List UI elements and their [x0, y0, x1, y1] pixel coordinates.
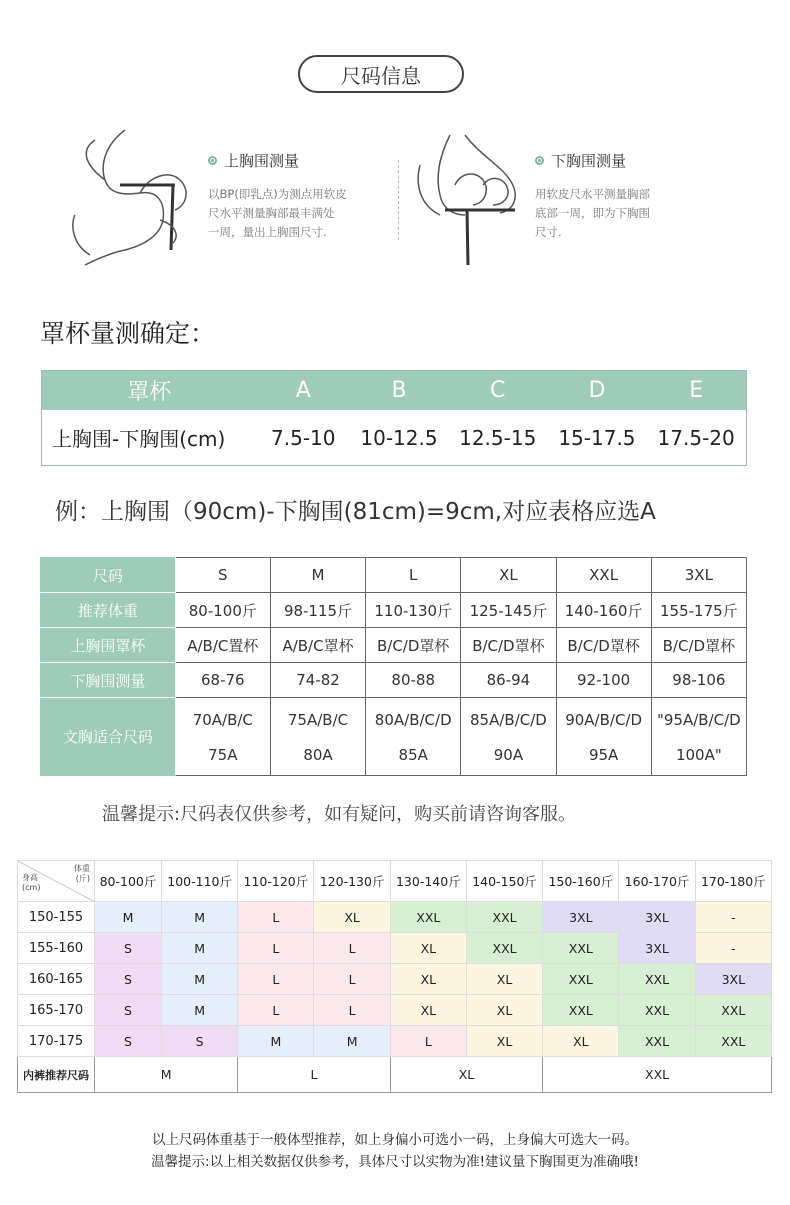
size-cell: XXL — [466, 933, 542, 964]
size-cell: L — [238, 995, 314, 1026]
size-cell: L — [238, 902, 314, 933]
example-text: 例：上胸围（90cm)-下胸围(81cm)=9cm,对应表格应选A — [55, 499, 656, 525]
bullet-icon — [535, 156, 544, 165]
cup-header-cell: B — [391, 378, 407, 403]
panty-label: 内裤推荐尺码 — [18, 1057, 95, 1093]
table-cell: 92-100 — [556, 663, 651, 698]
row-label: 推荐体重 — [41, 593, 176, 628]
table-header-row — [18, 861, 772, 902]
weight-unit: (斤) — [75, 874, 90, 883]
size-cell: XXL — [619, 964, 695, 995]
table-cell: 110-130斤 — [366, 593, 461, 628]
size-cell: 3XL — [543, 902, 619, 933]
size-cell: XXL — [543, 933, 619, 964]
table-cell: A/B/C罩杯 — [270, 628, 365, 663]
cup-cell: 10-12.5 — [360, 425, 438, 450]
weight-header-cell: 150-160斤 — [543, 861, 619, 902]
under-bust-description — [535, 185, 705, 242]
weight-header-cell: 100-110斤 — [162, 861, 238, 902]
size-cell: - — [695, 902, 771, 933]
cup-header-cell: E — [689, 378, 704, 403]
note-line: 以上尺码体重基于一般体型推荐，如上身偏小可选小一码，上身偏大可选大一码。 — [152, 1132, 638, 1148]
size-cell: XL — [466, 995, 542, 1026]
fit-line: 80A/B/C/D — [374, 710, 452, 729]
corner-cell — [18, 861, 95, 902]
cup-header-cell: C — [490, 378, 506, 403]
table-cell: L — [366, 558, 461, 593]
weight-header-cell: 110-120斤 — [238, 861, 314, 902]
fit-line: 75A — [208, 745, 238, 764]
upper-bust-heading — [208, 150, 398, 171]
weight-header-cell: 170-180斤 — [695, 861, 771, 902]
size-cell: M — [162, 933, 238, 964]
section-title-text: 尺码信息 — [341, 63, 421, 88]
under-bust-measure — [535, 150, 705, 242]
table-row — [41, 698, 747, 776]
weight-header-cell: 140-150斤 — [466, 861, 542, 902]
panty-size-row — [18, 1057, 772, 1093]
fit-line: 90A — [493, 745, 524, 764]
table-row — [41, 593, 747, 628]
table-row — [41, 628, 747, 663]
cup-table-header — [42, 371, 746, 410]
fit-line: 85A/B/C/D — [470, 710, 547, 729]
size-cell: M — [95, 902, 162, 933]
table-cell: 155-175斤 — [651, 593, 746, 628]
size-cell: XL — [390, 933, 466, 964]
table-cell: B/C/D罩杯 — [651, 628, 746, 663]
under-bust-illustration — [405, 125, 530, 270]
size-cell: M — [314, 1026, 390, 1057]
size-cell: S — [95, 1026, 162, 1057]
table-row — [18, 1026, 772, 1057]
desc-line: 尺水平测量胸部最丰满处 — [208, 206, 335, 220]
weight-header-cell: 120-130斤 — [314, 861, 390, 902]
size-cell: M — [162, 902, 238, 933]
bullet-icon — [208, 156, 217, 165]
row-label: 上胸围罩杯 — [41, 628, 176, 663]
cup-cell: 12.5-15 — [459, 425, 537, 450]
height-label: 身高 — [22, 873, 38, 882]
size-cell: XXL — [619, 1026, 695, 1057]
table-cell: 98-115斤 — [270, 593, 365, 628]
size-cell: XL — [543, 1026, 619, 1057]
row-label: 下胸围测量 — [41, 663, 176, 698]
table-cell: 86-94 — [461, 663, 556, 698]
fit-line: "95A/B/C/D — [656, 710, 741, 729]
size-cell: 3XL — [619, 902, 695, 933]
tip-text: 温馨提示:尺码表仅供参考，如有疑问，购买前请咨询客服。 — [102, 804, 577, 825]
row-label: 尺码 — [41, 558, 176, 593]
size-cell: L — [390, 1026, 466, 1057]
size-cell: XXL — [466, 902, 542, 933]
desc-line: 一周，量出上胸围尺寸. — [208, 225, 327, 239]
under-bust-heading-text: 下胸围测量 — [551, 152, 627, 170]
size-cell: XL — [390, 995, 466, 1026]
table-row — [41, 558, 747, 593]
height-label-cell: 155-160 — [18, 933, 95, 964]
weight-header-cell: 160-170斤 — [619, 861, 695, 902]
size-cell: XXL — [695, 995, 771, 1026]
panty-size: L — [238, 1057, 390, 1093]
table-cell: M — [270, 558, 365, 593]
height-label-cell: 165-170 — [18, 995, 95, 1026]
size-cell: L — [238, 933, 314, 964]
weight-axis-label — [74, 864, 90, 884]
size-cell: S — [95, 964, 162, 995]
table-row — [18, 995, 772, 1026]
fit-line: 90A/B/C/D — [565, 710, 643, 729]
table-cell: A/B/C置杯 — [175, 628, 270, 663]
divider — [398, 160, 399, 240]
size-cell: XL — [390, 964, 466, 995]
size-cell: S — [95, 933, 162, 964]
size-cell: XL — [314, 902, 390, 933]
size-cell: XL — [466, 964, 542, 995]
size-cell: XXL — [695, 1026, 771, 1057]
table-cell: S — [175, 558, 270, 593]
fit-line: 75A/B/C — [287, 710, 349, 729]
size-cell: 3XL — [695, 964, 771, 995]
size-cell: 3XL — [619, 933, 695, 964]
cup-header-cell: 罩杯 — [127, 380, 172, 405]
section-title — [298, 55, 464, 93]
desc-line: 尺寸. — [535, 225, 562, 239]
table-cell: 68-76 — [175, 663, 270, 698]
size-table — [40, 557, 747, 776]
panty-size: XL — [390, 1057, 542, 1093]
height-label-cell: 170-175 — [18, 1026, 95, 1057]
table-cell — [651, 698, 746, 776]
fit-line: 80A — [303, 745, 333, 764]
desc-line: 以BP(即乳点)为测点用软皮 — [208, 187, 347, 201]
row-label: 文胸适合尺码 — [41, 698, 176, 776]
size-cell: L — [238, 964, 314, 995]
height-axis-label — [22, 873, 40, 893]
weight-header-cell: 130-140斤 — [390, 861, 466, 902]
upper-bust-illustration — [65, 125, 195, 270]
cup-cell: 15-17.5 — [558, 425, 636, 450]
table-cell — [270, 698, 365, 776]
cup-table — [41, 370, 747, 466]
upper-bust-description — [208, 185, 398, 242]
size-cell: XXL — [543, 995, 619, 1026]
cup-header-cell: A — [295, 378, 311, 403]
table-cell: 140-160斤 — [556, 593, 651, 628]
panty-size: XXL — [543, 1057, 772, 1093]
panty-size: M — [95, 1057, 238, 1093]
table-cell — [556, 698, 651, 776]
table-cell — [366, 698, 461, 776]
table-cell: XXL — [556, 558, 651, 593]
size-cell: XXL — [543, 964, 619, 995]
table-cell: 98-106 — [651, 663, 746, 698]
weight-label: 体重 — [74, 864, 90, 873]
size-cell: S — [162, 1026, 238, 1057]
table-cell: B/C/D罩杯 — [461, 628, 556, 663]
upper-bust-measure — [208, 150, 398, 242]
cup-header-cell: D — [588, 378, 606, 403]
cup-table-row — [42, 410, 746, 465]
height-label-cell: 150-155 — [18, 902, 95, 933]
fit-line: 85A — [398, 745, 428, 764]
table-cell: 74-82 — [270, 663, 365, 698]
size-cell: M — [162, 964, 238, 995]
size-cell: - — [695, 933, 771, 964]
height-weight-table — [17, 860, 772, 1093]
height-unit: (cm) — [22, 883, 41, 892]
table-row — [18, 964, 772, 995]
cup-cell: 7.5-10 — [271, 425, 336, 450]
size-cell: M — [238, 1026, 314, 1057]
table-cell — [461, 698, 556, 776]
table-cell: 125-145斤 — [461, 593, 556, 628]
table-row — [18, 902, 772, 933]
upper-bust-heading-text: 上胸围测量 — [224, 152, 300, 170]
size-cell: L — [314, 964, 390, 995]
table-cell: B/C/D罩杯 — [556, 628, 651, 663]
size-cell: L — [314, 995, 390, 1026]
size-cell: XXL — [619, 995, 695, 1026]
size-cell: L — [314, 933, 390, 964]
note-line: 温馨提示:以上相关数据仅供参考，具体尺寸以实物为准!建议量下胸围更为准确哦! — [151, 1154, 639, 1170]
fit-line: 95A — [588, 745, 619, 764]
cup-cell: 17.5-20 — [657, 425, 735, 450]
table-cell: 80-100斤 — [175, 593, 270, 628]
table-cell: XL — [461, 558, 556, 593]
fit-line: 100A" — [675, 745, 722, 764]
cup-heading: 罩杯量测确定： — [40, 319, 216, 348]
desc-line: 底部一周，即为下胸围 — [535, 206, 650, 220]
size-cell: M — [162, 995, 238, 1026]
size-cell: S — [95, 995, 162, 1026]
table-cell — [175, 698, 270, 776]
cup-row-label: 上胸围-下胸围(cm) — [52, 427, 226, 451]
under-bust-heading — [535, 150, 705, 171]
desc-line: 用软皮尺水平测量胸部 — [535, 187, 650, 201]
table-row — [18, 933, 772, 964]
weight-header-cell: 80-100斤 — [95, 861, 162, 902]
size-cell: XXL — [390, 902, 466, 933]
fit-line: 70A/B/C — [192, 710, 253, 729]
table-cell: 80-88 — [366, 663, 461, 698]
height-label-cell: 160-165 — [18, 964, 95, 995]
table-cell: B/C/D罩杯 — [366, 628, 461, 663]
table-cell: 3XL — [651, 558, 746, 593]
table-row — [41, 663, 747, 698]
size-cell: XL — [466, 1026, 542, 1057]
